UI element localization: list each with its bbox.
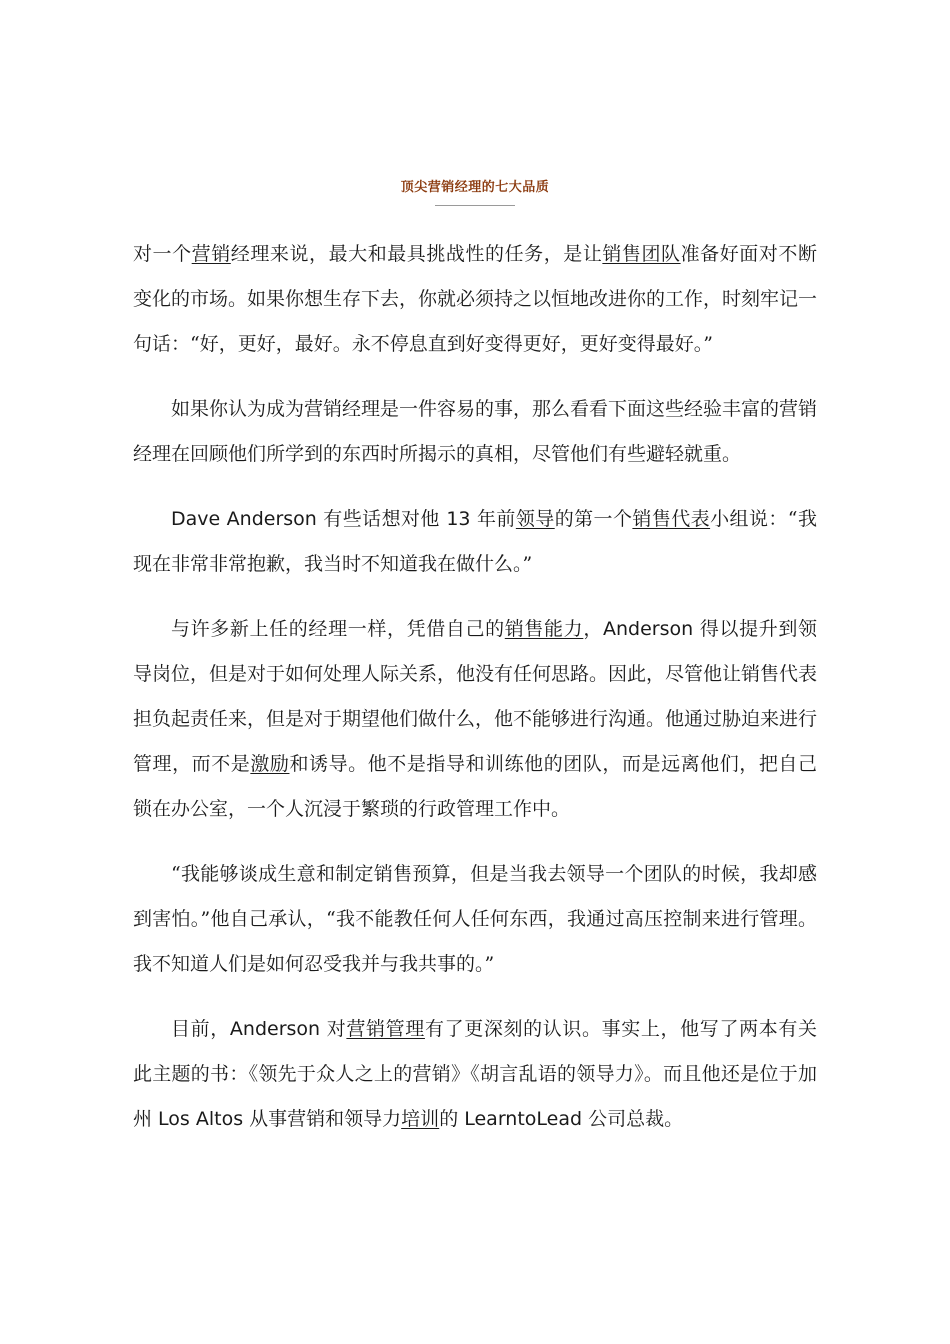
company-name: LearntoLead [464,1108,583,1130]
text-span: 有些话想对他 [316,508,447,530]
text-span: 从事营销和领导力 [243,1108,402,1130]
title-block [0,176,950,206]
text-span: 对 [320,1018,347,1040]
text-span: 如果你认为成为营销经理是一件容易的事，那么看看下面这些经验丰富的营销经理在回顾他们所学到的东西时所揭示的真相，尽管他们有些避轻就重。 [133,398,818,465]
text-span: ， [583,618,603,640]
link-training[interactable]: 培训 [401,1108,440,1130]
page-title: 顶尖营销经理的七大品质 [400,180,550,195]
link-marketing[interactable]: 营销 [191,243,231,265]
text-span: 对一个 [133,243,192,265]
link-marketing-management[interactable]: 营销管理 [346,1018,425,1040]
years-number: 13 [446,508,471,530]
paragraph-2 [133,387,817,477]
text-span: 准备好面对不断变化的市场。如果你想生存下去，你就必须持之以恒地改进你的工作，时刻牢记一句话：“好，更好，最好。永不停息直到好变得更好，更好变得最好。” [133,243,818,355]
link-motivation[interactable]: 激励 [250,753,290,775]
text-span: 和诱导。他不是指导和训练他的团队，而是远离他们，把自己锁在办公室，一个人沉浸于繁琐的行政管理工作中。 [133,753,817,820]
paragraph-5 [133,852,817,987]
link-sales-rep[interactable]: 销售代表 [632,508,711,530]
text-span: 年前 [470,508,516,530]
place-name: Los Altos [158,1108,244,1130]
paragraph-4 [133,607,817,832]
text-span: 的第一个 [554,508,633,530]
person-name: Dave Anderson [171,508,317,530]
text-span: 有了更深刻的认识。事实上，他写了两本有关此主题的书：《领先于众人之上的营销》《胡言乱语的领导力》。而且他还是位于加州 [133,1018,817,1130]
paragraph-3 [133,497,817,587]
link-sales-ability[interactable]: 销售能力 [504,618,584,640]
person-name: Anderson [602,618,694,640]
paragraph-6 [133,1007,817,1142]
text-span: 公司总裁。 [582,1108,684,1130]
text-span: “我能够谈成生意和制定销售预算，但是当我去领导一个团队的时候，我却感到害怕。”他自己承认，“我不能教任何人任何东西，我通过高压控制来进行管理。我不知道人们是如何忍受我并与我共事的。” [133,863,817,975]
text-span: 的 [439,1108,465,1130]
paragraph-1 [133,232,817,367]
text-span: 小组说：“我现在非常非常抱歉，我当时不知道我在做什么。” [133,508,817,575]
article-body [133,232,817,1162]
title-divider [435,205,515,206]
text-span: 与许多新上任的经理一样，凭借自己的 [171,618,505,640]
link-leadership[interactable]: 领导 [515,508,555,530]
link-sales-team[interactable]: 销售团队 [602,243,681,265]
text-span: 得以提升到领导岗位，但是对于如何处理人际关系，他没有任何思路。因此，尽管他让销售代表担负起责任来，但是对于期望他们做什么，他不能够进行沟通。他通过胁迫来进行管理，而不是 [133,618,818,775]
text-span: 目前， [171,1018,230,1040]
text-span: 经理来说，最大和最具挑战性的任务，是让 [230,243,603,265]
person-name: Anderson [229,1018,321,1040]
